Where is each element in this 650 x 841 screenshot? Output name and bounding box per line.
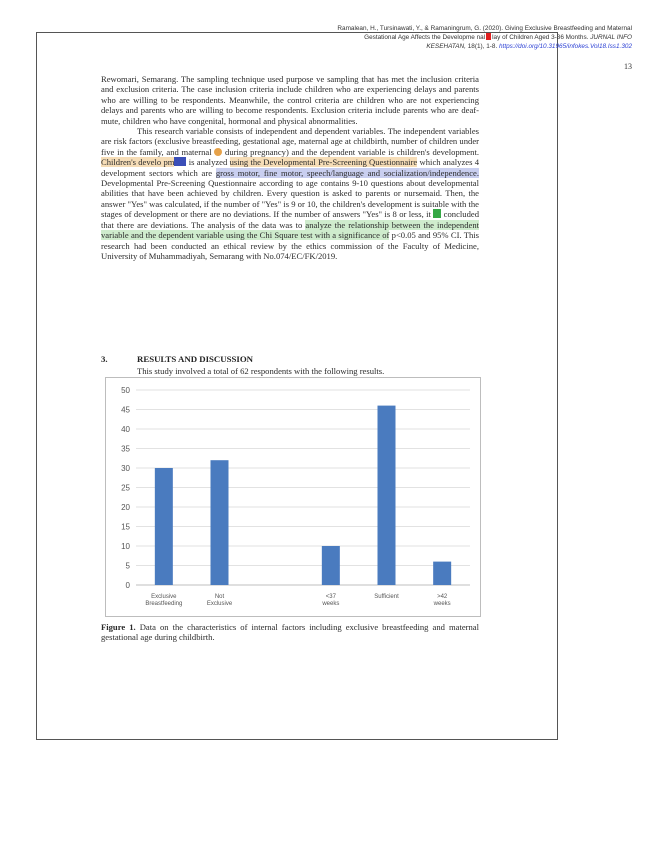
section-heading xyxy=(101,354,253,364)
y-tick-label: 10 xyxy=(121,542,130,551)
citation-line-1: Ramalean, H., Tursinawati, Y., & Ramaningrum, G. (2020). Giving Exclusive Breastfeeding and Maternal xyxy=(337,25,632,32)
highlight-orange[interactable]: Children's develo pm xyxy=(101,157,175,168)
doi-link[interactable]: https://doi.org/10.31965/infokes.Vol18.Iss1.302 xyxy=(499,42,632,50)
section-number: 3. xyxy=(101,354,108,364)
chart-frame xyxy=(105,377,481,617)
section-title: RESULTS AND DISCUSSION xyxy=(137,354,254,364)
y-tick-label: 0 xyxy=(125,581,130,590)
figure-caption xyxy=(101,622,479,643)
y-tick-label: 30 xyxy=(121,464,130,473)
comment-badge-icon[interactable] xyxy=(174,157,186,166)
y-tick-label: 15 xyxy=(121,522,130,532)
x-tick-label: <37 weeks xyxy=(322,594,340,607)
page-number: 13 xyxy=(624,62,632,71)
body-text xyxy=(101,74,479,261)
y-tick-label: 50 xyxy=(121,386,130,395)
bar xyxy=(433,562,451,585)
y-tick-label: 40 xyxy=(121,425,130,434)
x-tick-label: Sufficient xyxy=(374,594,399,600)
x-tick-label: >42 weeks xyxy=(433,594,451,607)
highlight-green[interactable]: analyze the relationship between the independent variable and the dependent variable using the Chi Square test with a significance of xyxy=(101,219,480,241)
y-tick-label: 20 xyxy=(121,503,130,512)
bar xyxy=(322,546,340,585)
highlight-orange-2[interactable]: using the Developmental Pre-Screening Questionnaire xyxy=(229,157,418,168)
bar-chart xyxy=(106,378,480,616)
comment-marker-green-icon[interactable] xyxy=(433,209,441,218)
annotation-marker-icon[interactable] xyxy=(486,33,491,40)
y-tick-label: 25 xyxy=(121,483,130,493)
citation-line-3: KESEHATAN, 18(1), 1-8. https://doi.org/10.31965/infokes.Vol18.Iss1.302 xyxy=(426,42,632,50)
figure-label: Figure 1. xyxy=(101,622,136,632)
bar xyxy=(211,460,229,585)
paragraph-2: This research variable consists of independent and dependent variables. The independent variables are risk factors (exclusive breastfeeding, gestational age, maternal age at childbirth, number of children under five in the family, and maternal during pregnancy) and the dependent variable is children's development. Children's develo pm is analyzed using the Developmental Pre-Screening Questionnaire which analyzes 4 development sectors which are gross motor, fine motor, speech/language and socialization/independence. Developmental Pre-Screening Questionnaire according to age contains 9-10 questions about developmental abilities that have been achieved by children. Every question is asked to parents or nursemaid. Then, the answer "Yes" was calculated, if the number of "Yes" is 9 or 10, the children's development is suitable with the stages of development or there are no deviations. If the number of answers "Yes" is 8 or less, it concluded that there are deviations. The analysis of the data was to analyze the relationship between the independent variable and the dependent variable using the Chi Square test with a significance of p<0.05 and 95% CI. This research had been conducted an ethical review by the ethics commission of the Faculty of Medicine, University of Muhammadiyah, Semarang with No.074/EC/FK/2019. xyxy=(101,126,480,261)
citation-line-2: Gestational Age Affects the Developme nal lay of Children Aged 3-36 Months. JURNAL INFO xyxy=(364,34,632,42)
x-tick-label: Exclusive Breastfeeding xyxy=(145,594,183,607)
x-tick-label: Not Exclusive xyxy=(206,594,233,607)
y-tick-label: 45 xyxy=(121,405,130,415)
citation-header xyxy=(60,25,632,51)
y-tick-label: 5 xyxy=(125,561,130,571)
figure-caption-text: Data on the characteristics of internal factors including exclusive breastfeeding and maternal gestational age during childbirth. xyxy=(101,622,480,643)
bar xyxy=(155,468,173,585)
paragraph-1: Rewomari, Semarang. The sampling technique used purpose ve sampling that has met the inclusion criteria and exclusion criteria. The case inclusion criteria include children who are experiencing delays and parents who are willing to be respondents. Meanwhile, the control criteria are children who are not experiencing delays and parents who are willing to become respondents. Exclusion criteria include parents who are deaf-mute, children who have congenital, hormonal and physical abnormalities. xyxy=(101,74,479,126)
highlight-blue[interactable]: gross motor, fine motor, speech/language and socialization/independence. xyxy=(215,167,479,178)
section-intro: This study involved a total of 62 respondents with the following results. xyxy=(137,366,385,376)
y-tick-label: 35 xyxy=(121,444,130,454)
bar xyxy=(378,406,396,585)
comment-marker-icon[interactable] xyxy=(214,148,222,156)
